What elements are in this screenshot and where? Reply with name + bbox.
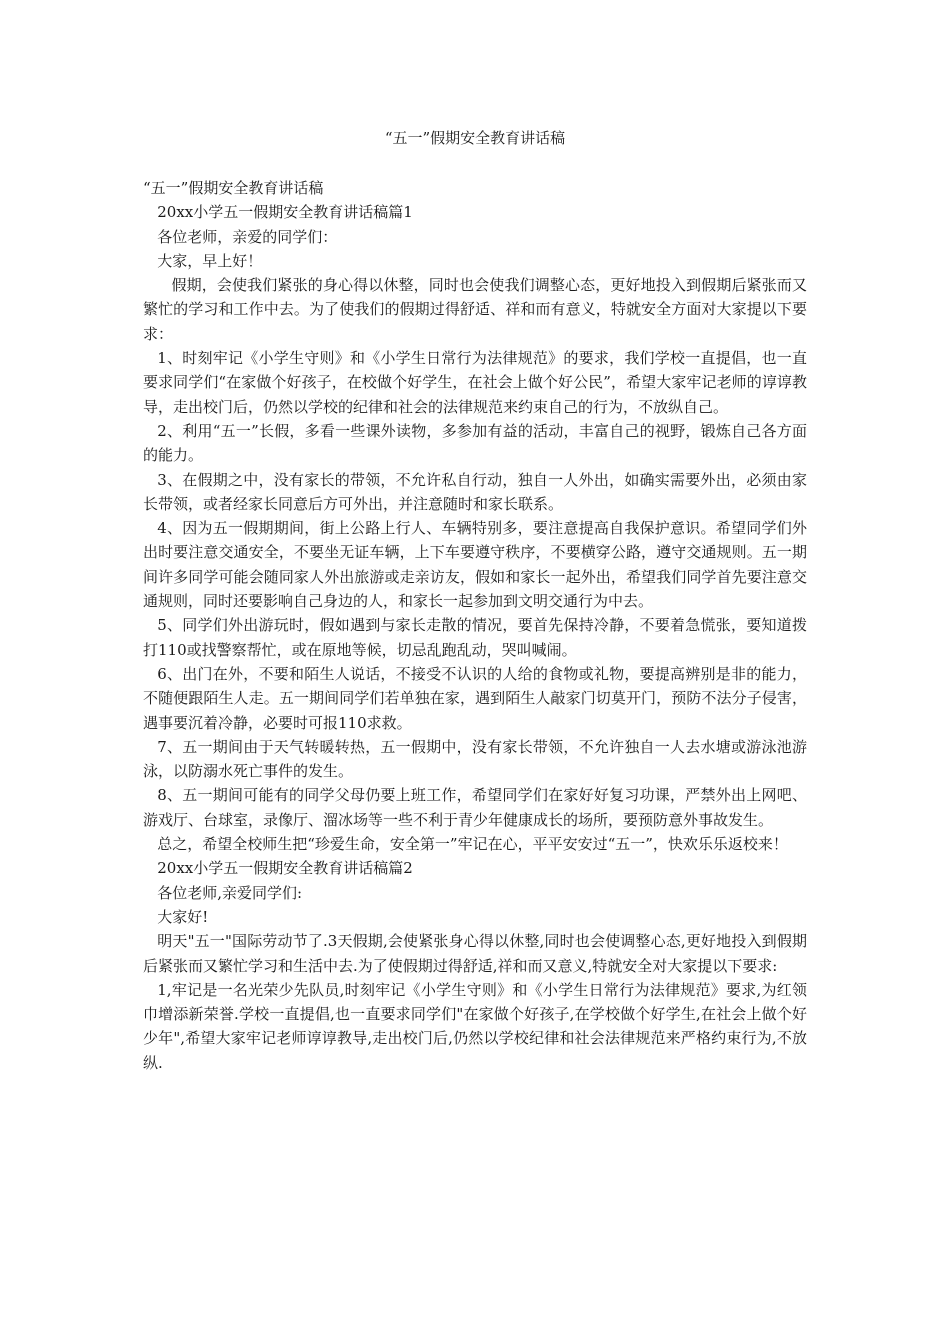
body-paragraph: 明天"五一"国际劳动节了.3天假期,会使紧张身心得以休整,同时也会使调整心态,更好地投入到假期后紧张而又繁忙学习和生活中去.为了使假期过得舒适,祥和而又意义,特就安全对大家提以下要求: <box>143 932 807 975</box>
body-paragraph: 总之，希望全校师生把“珍爱生命，安全第一”牢记在心，平平安安过“五一”，快欢乐乐返校来！ <box>157 835 788 854</box>
body-paragraph: 2、利用“五一”长假，多看一些课外读物，多参加有益的活动，丰富自己的视野，锻炼自己各方面的能力。 <box>143 421 807 465</box>
body-paragraph: 各位老师,亲爱同学们: <box>157 883 303 902</box>
document-title: “五一”假期安全教育讲话稿 <box>384 129 566 147</box>
body-paragraph: 1,牢记是一名光荣少先队员,时刻牢记《小学生守则》和《小学生日常行为法律规范》要求,为红领巾增添新荣誉.学校一直提倡,也一直要求同学们"在家做个好孩子,在学校做个好学生,在社会上做个好少年",希望大家牢记老师谆谆教导,走出校门后,仍然以学校纪律和社会法律规范来严格约束行为,不放纵. <box>143 980 807 1072</box>
body-paragraph: 3、在假期之中，没有家长的带领，不允许私自行动，独自一人外出，如确实需要外出，必须由家长带领，或者经家长同意后方可外出，并注意随时和家长联系。 <box>143 470 807 513</box>
document-body <box>143 176 807 1075</box>
body-paragraph: 各位老师，亲爱的同学们： <box>157 227 338 246</box>
body-paragraph: 大家，早上好！ <box>157 251 263 270</box>
body-paragraph: 5、同学们外出游玩时，假如遇到与家长走散的情况，要首先保持冷静，不要着急慌张，要知道拨打110或找警察帮忙，或在原地等候，切忌乱跑乱动，哭叫喊闹。 <box>143 616 807 659</box>
body-paragraph: 1、时刻牢记《小学生守则》和《小学生日常行为法律规范》的要求，我们学校一直提倡，也一直要求同学们“在家做个好孩子，在校做个好学生，在社会上做个好公民”，希望大家牢记老师的谆谆教导，走出校门后，仍然以学校的纪律和社会的法律规范来约束自己的行为，不放纵自己。 <box>143 349 807 416</box>
body-paragraph: 4、因为五一假期期间，街上公路上行人、车辆特别多，要注意提高自我保护意识。希望同学们外出时要注意交通安全，不要坐无证车辆，上下车要遵守秩序，不要横穿公路，遵守交通规则。五一期间许多同学可能会随同家人外出旅游或走亲访友，假如和家长一起外出，希望我们同学首先要注意交通规则，同时还要影响自己身边的人，和家长一起参加到文明交通行为中去。 <box>143 519 807 611</box>
body-paragraph: 20xx小学五一假期安全教育讲话稿篇2 <box>157 859 413 878</box>
body-paragraph: 假期，会使我们紧张的身心得以休整，同时也会使我们调整心态，更好地投入到假期后紧张而又繁忙的学习和工作中去。为了使我们的假期过得舒适、祥和而有意义，特就安全方面对大家提以下要求： <box>143 276 807 343</box>
body-paragraph: 7、五一期间由于天气转暖转热，五一假期中，没有家长带领，不允许独自一人去水塘或游泳池游泳，以防溺水死亡事件的发生。 <box>143 737 807 781</box>
body-paragraph: 8、五一期间可能有的同学父母仍要上班工作，希望同学们在家好好复习功课，严禁外出上网吧、游戏厅、台球室，录像厅、溜冰场等一些不利于青少年健康成长的场所，要预防意外事故发生。 <box>143 786 807 829</box>
body-paragraph: “五一”假期安全教育讲话稿 <box>143 179 324 197</box>
body-paragraph: 20xx小学五一假期安全教育讲话稿篇1 <box>157 203 413 222</box>
body-paragraph: 6、出门在外，不要和陌生人说话，不接受不认识的人给的食物或礼物，要提高辨别是非的能力，不随便跟陌生人走。五一期间同学们若单独在家，遇到陌生人敲家门切莫开门，预防不法分子侵害，遇事要沉着冷静，必要时可报110求救。 <box>143 664 807 732</box>
body-paragraph: 大家好! <box>157 907 209 926</box>
